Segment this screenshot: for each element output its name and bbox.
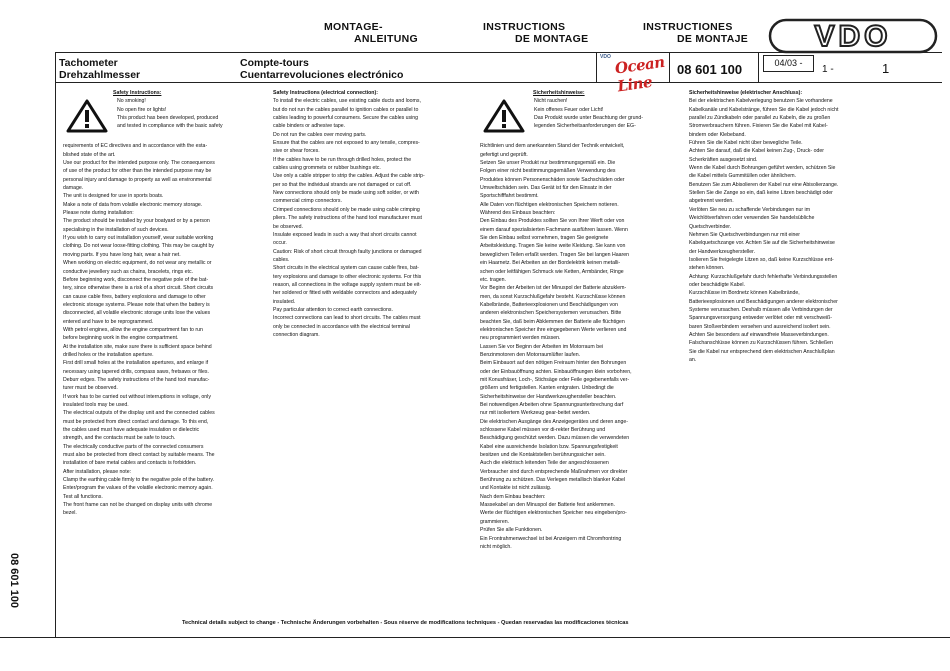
text-line: Auch die elektrisch leitenden Teile der angeschlossenen [480, 460, 609, 467]
text-line: New connections should only be made using soft solder, or with [273, 190, 419, 197]
text-line: sive or shear forces. [273, 148, 320, 155]
text-line: clothing. Do not wear loose-fitting clothing. This may be caught by [63, 243, 214, 250]
text-line: und Kontakte ist nicht zulässig. [480, 485, 552, 492]
text-line: grammieren. [480, 518, 510, 525]
part-number: 08 601 100 [677, 62, 743, 77]
text-line: necessary using tapered drills, compass saws, fretsaws or files. [63, 368, 209, 375]
text-line: anderen elektronischen Speichersystemen verursachen. Bitte [480, 310, 622, 317]
text-line: Do not run the cables over moving parts. [273, 131, 367, 138]
col2-title: Safety Instructions (electrical connection): [273, 90, 378, 96]
text-line: Kabelbrände, Batterieexplosionen und Beschädigungen von [480, 301, 618, 308]
header-instrucciones-2: DE MONTAJE [677, 33, 749, 45]
text-line: can cause cable fires, battery explosions and damage to other [63, 293, 206, 300]
text-line: Nicht rauchen! [534, 98, 568, 105]
col3-body [480, 142, 684, 551]
text-line: Arbeitskleidung. Tragen Sie keine weite Kleidung. Sie kann von [480, 243, 626, 250]
text-line: einem darauf spezialisierten Fachmann ausführen lassen. Wenn [480, 226, 628, 233]
text-line: parallel zu Zündkabeln oder parallel zu Kabeln, die zu großen [689, 115, 831, 122]
text-line: mit Konusfräser, Loch-, Stichsäge oder Feile gegebenenfalls ver- [480, 376, 630, 383]
text-line: but do not run the cables parallel to ignition cables or parallel to [273, 106, 419, 113]
footer-disclaimer: Technical details subject to change - Technische Änderungen vorbehalten - Sous réserve de modifications techniques - Quedan reservadas las modificaciones técnicas [182, 620, 629, 626]
text-line: Wenn die Kabel durch Bohrungen geführt werden, schützen Sie [689, 165, 836, 172]
text-line: Quetschverbinder. [689, 223, 732, 230]
text-line: cables. [273, 256, 290, 263]
header-rule-top [55, 52, 942, 53]
col1-warn-lines [117, 97, 267, 130]
text-line: nur mit isoliertem Werkzeug gear-beitet werden. [480, 410, 591, 417]
text-line: Berührung zu schützen. Das Verlegen metallisch blanker Kabel [480, 477, 626, 484]
product-name-fr: Compte-tours [240, 57, 309, 69]
text-line: Produktes können Personenschäden sowie Sachschäden oder [480, 176, 625, 183]
text-line: Lassen Sie vor Beginn der Arbeiten im Motorraum bei [480, 343, 604, 350]
text-line: After installation, please note: [63, 468, 132, 475]
side-part-number: 08 601 100 [8, 553, 20, 609]
text-line: Test all functions. [63, 493, 103, 500]
text-line: Kabelkanäle und Kabelstränge, führen Sie die Kabel jedoch nicht [689, 106, 839, 113]
text-line: Sicherheitshinweise der Handwerkzeughersteller beachten. [480, 393, 617, 400]
text-line: bindern oder Klebeband. [689, 131, 746, 138]
brand-divider [596, 52, 597, 82]
text-line: legenden Sicherheitsanforderungen der EG- [534, 123, 636, 130]
text-line: the cables used must have adequate insulation or dielectric [63, 427, 200, 434]
text-line: must be protected from direct contact and damage. To this end, [63, 418, 209, 425]
text-line: The electrical outputs of the display unit and the connected cables [63, 410, 215, 417]
text-line: Sie die Kabel nur entsprechend dem elektrischen Anschlußplan [689, 348, 835, 355]
text-line: Pay particular attention to correct earth connections. [273, 306, 393, 313]
text-line: The front frame can not be changed on display units with chrome [63, 502, 213, 509]
text-line: gefertigt und geprüft. [480, 151, 528, 158]
text-line: Isolieren Sie freigelegte Litzen so, daß keine Kurzschlüsse ent- [689, 256, 834, 263]
text-line: größern und fertigstellen. Kanten entgraten. Unbedingt die [480, 385, 614, 392]
text-line: The electrically conductive parts of the connected consumers [63, 443, 204, 450]
warning-triangle-icon [483, 99, 525, 133]
vdo-logo [768, 17, 938, 55]
text-line: Nach dem Einbau beachten: [480, 493, 546, 500]
text-line: Bei notwendigen Arbeiten ohne Spannungsunterbrechung darf [480, 402, 624, 408]
text-line: Ein Frontrahmenwechsel ist bei Anzeigern mit Chromfrontring [480, 535, 622, 542]
text-line: Achtung: Kurzschlußgefahr durch fehlerhafte Verbindungsstellen [689, 273, 838, 280]
text-line: Werte der flüchtigen elektronischen Speicher neu eingeben/pro- [480, 510, 627, 517]
text-line: beachten Sie, daß beim Abklemmen der Batterie alle flüchtigen [480, 318, 625, 325]
text-line: neu programmiert werden müssen. [480, 335, 561, 342]
text-line: Vor Beginn der Arbeiten ist der Minuspol der Batterie abzuklem- [480, 285, 627, 292]
text-line: Crimped connections should only be made using cable crimping [273, 206, 420, 213]
text-line: schen oder leitfähigen Schmuck wie Ketten, Armbänder, Ringe [480, 268, 624, 275]
text-line: cable binders or adhesive tape. [273, 123, 346, 130]
text-line: Den Einbau des Produktes sollten Sie von Ihrer Werft oder von [480, 218, 625, 225]
text-line: tery, since otherwise there is a risk of a short circuit. Short circuits [63, 285, 214, 292]
text-line: The product should be installed by your boatyard or by a person [63, 218, 210, 225]
text-line: Das Produkt wurde unter Beachtung der grund- [534, 115, 644, 122]
text-line: If work has to be carried out without interruptions in voltage, only [63, 393, 211, 400]
text-line: cables using grommets or rubber bushings etc. [273, 165, 381, 172]
text-line: specialising in the installation of such devices. [63, 226, 169, 233]
text-line: If you wish to carry out installation yourself, wear suitable working [63, 235, 214, 242]
col1-title: Safety Instructions: [113, 90, 162, 96]
text-line: The unit is designed for use in sports boats. [63, 193, 164, 200]
text-line: schlossene Kabel müssen vor di-rekter Berührung und [480, 427, 606, 434]
warning-triangle-icon [66, 99, 108, 133]
text-line: etc. tragen. [480, 276, 506, 283]
text-line: Benutzen Sie zum Abisolieren der Kabel nur eine Abisolierzange. [689, 181, 839, 188]
header-instructions-1: INSTRUCTIONS [483, 21, 566, 33]
text-line: before beginning work in the engine compartment. [63, 335, 179, 342]
text-line: installation of bare metal cables and contacts is forbidden. [63, 460, 197, 467]
col4-title: Sicherheitshinweise (elektrischer Anschluss): [689, 90, 803, 96]
text-line: entered and have to be reprogrammed. [63, 318, 154, 325]
text-line: Die elektrischen Ausgänge des Anzeigegerätes und deren ange- [480, 418, 628, 425]
text-line: Incorrect connections can lead to short circuits. The cables must [273, 315, 421, 322]
col1-body [63, 142, 267, 517]
text-line: disconnected, all volatile electronic storage units lose the values [63, 310, 211, 317]
text-line: Benzinmotoren den Motorraumlüfter laufen. [480, 351, 581, 358]
text-line: per so that the individual strands are not damaged or cut off. [273, 181, 412, 188]
text-line: tery explosions and damage to other electronic systems. For this [273, 273, 422, 280]
text-line: der Handwerkzeughersteller. [689, 248, 756, 255]
text-line: Bei der elektrischen Kabelverlegung benutzen Sie vorhandene [689, 98, 833, 105]
text-line: of use of the product for other than the intended purpose may be [63, 168, 212, 175]
col3-title: Sicherheitshinweise: [533, 90, 585, 96]
col3-warn-lines [534, 97, 684, 130]
text-line: personal injury and damage to property as well as environmental [63, 176, 212, 183]
text-line: Kurzschlüsse im Bordnetz können Kabelbrände, [689, 290, 800, 297]
text-line: besitzen und die Kontaktstellen berührungssicher sein. [480, 452, 606, 459]
text-line: insulated. [273, 298, 296, 305]
text-line: nicht möglich. [480, 543, 512, 550]
text-line: Während des Einbaus beachten: [480, 210, 556, 217]
text-line: Achten Sie darauf, daß die Kabel keinen Zug-, Druck- oder [689, 148, 824, 155]
text-line: First drill small holes at the installation apertures, and enlarge if [63, 360, 209, 367]
header-montage-2: ANLEITUNG [354, 33, 418, 45]
text-line: Kein offenes Feuer oder Licht! [534, 106, 604, 113]
column-en-safety [63, 89, 267, 518]
text-line: Richtlinien und dem anerkannten Stand der Technik entwickelt, [480, 143, 625, 150]
text-line: occur. [273, 240, 287, 247]
text-line: connection diagram. [273, 331, 320, 338]
text-line: Caution: Risk of short circuit through faulty junctions or damaged [273, 248, 422, 255]
header-instrucciones-1: INSTRUCTIONES [643, 21, 733, 33]
text-line: Clamp the earthing cable firmly to the negative pole of the battery. [63, 477, 215, 484]
text-line: Ensure that the cables are not exposed to any tensile, compres- [273, 140, 420, 147]
date-box: 04/03 - [763, 55, 814, 72]
text-line: pliers. The safety instructions of the hand tool manufacturer must [273, 215, 422, 222]
text-line: Sportschifffahrt bestimmt. [480, 193, 539, 200]
text-line: Sie den Einbau selbst vornehmen, tragen Sie geeignete [480, 235, 609, 242]
text-line: No smoking! [117, 98, 146, 105]
text-line: ein Haarnetz. Bei Arbeiten an der Bordelektrik keinen metalli- [480, 260, 621, 267]
product-name-de: Drehzahlmesser [59, 69, 141, 81]
text-line: Deburr edges. The safety instructions of the hand tool manufac- [63, 376, 210, 383]
text-line: requirements of EC directives and in accordance with the esta- [63, 143, 208, 150]
text-line: only be connected in accordance with the electrical terminal [273, 323, 410, 330]
text-line: Weichlötverfahren oder verwenden Sie handelsübliche [689, 215, 815, 222]
column-de-electrical [689, 89, 893, 364]
text-line: Make a note of data from volatile electronic memory storage. [63, 201, 203, 208]
column-de-safety [480, 89, 684, 551]
text-line: Short circuits in the electrical system can cause cable fires, bat- [273, 265, 419, 272]
text-line: Use our product for the intended purpose only. The consequences [63, 160, 215, 167]
text-line: At the installation site, make sure there is sufficient space behind [63, 343, 212, 350]
text-line: Scherkräften ausgesetzt sind. [689, 156, 758, 163]
text-line: turer must be observed. [63, 385, 118, 392]
text-line: Insulate exposed leads in such a way that short circuits cannot [273, 231, 417, 238]
text-line: Use only a cable stripper to strip the cables. Adjust the cable strip- [273, 173, 425, 180]
text-line: Stellen Sie die Zange so ein, daß keine Litzen beschädigt oder [689, 190, 833, 197]
text-line: Enter/program the values of the volatile electronic memory again. [63, 485, 213, 492]
text-line: Setzen Sie unser Produkt nur bestimmungsgemäß ein. Die [480, 160, 616, 167]
header-rule-bottom [55, 82, 942, 83]
text-line: Please note during installation: [63, 210, 134, 217]
column-en-electrical [273, 89, 477, 339]
header-montage-1: MONTAGE- [324, 21, 383, 33]
text-line: Nehmen Sie Quetschverbindungen nur mit einer [689, 231, 801, 238]
ocean-line-brand [598, 52, 668, 96]
text-line: No open fire or lights! [117, 106, 167, 113]
text-line: strength, and the contacts must be safe to touch. [63, 435, 176, 442]
text-line: bezel. [63, 510, 77, 517]
text-line: Before beginning work, disconnect the negative pole of the bat- [63, 276, 209, 283]
text-line: If the cables have to be run through drilled holes, protect the [273, 156, 412, 163]
text-line: This product has been developed, produced [117, 115, 219, 122]
text-line: Stromverbrauchern führen. Fixieren Sie die Kabel mit Kabel- [689, 123, 828, 130]
text-line: baren Stoßverbindern versehen und ausreichend isoliert sein. [689, 323, 831, 330]
text-line: Folgen einer nicht bestimmungsgemäßen Verwendung des [480, 168, 616, 175]
text-line: Beschädigung geschützt werden. Dazu müssen die verwendeten [480, 435, 630, 442]
text-line: Umweltschäden sein. Das Gerät ist für den Einsatz in der [480, 185, 612, 192]
text-line: elektronischen Speicher ihre eingegebenen Werte verlieren und [480, 326, 627, 333]
text-line: blished state of the art. [63, 151, 116, 158]
page-number: 1 [882, 61, 890, 76]
text-line: Alle Daten von flüchtigen elektronischen Speichern notieren. [480, 201, 619, 208]
text-line: die Kabel mittels Gummitüllen oder ähnlichem. [689, 173, 796, 180]
text-line: abgetrennt werden. [689, 198, 734, 205]
text-line: Verbraucher sind durch entsprechende Maßnahmen vor direkter [480, 468, 628, 475]
text-line: Massekabel an den Minuspol der Batterie fest anklemmen. [480, 502, 615, 509]
partno-divider-left [669, 52, 670, 82]
text-line: reason, all connections in the voltage supply system must be eit- [273, 281, 422, 288]
text-line: Kabel eine ausreichende Isolation bzw. Spannungsfestigkeit [480, 443, 618, 450]
text-line: oder beschädigte Kabel. [689, 281, 745, 288]
product-name-es: Cuentarrevoluciones electrónico [240, 69, 404, 81]
text-line: electronic storage systems. Please note that when the battery is [63, 301, 210, 308]
partno-divider-right [758, 52, 759, 82]
text-line: commercial crimp connectors. [273, 198, 342, 205]
text-line: Verlöten Sie neu zu schaffende Verbindungen nur im [689, 206, 811, 213]
header-instructions-2: DE MONTAGE [515, 33, 589, 45]
left-border [55, 52, 56, 637]
text-line: conductive jewellery such as chains, bracelets, rings etc. [63, 268, 194, 275]
text-line: stehen können. [689, 265, 725, 272]
text-line: an. [689, 357, 697, 363]
text-line: Spannungsversorgung entweder verlötet oder mit verschweiß- [689, 315, 833, 322]
text-line: men, da sonst Kurzschlußgefahr besteht. Kurzschlüsse können [480, 293, 626, 300]
text-line: Kabelquetschzange vor. Achten Sie auf die Sicherheitshinweise [689, 240, 835, 247]
vdo-logo-text: VDO [814, 20, 892, 53]
col2-body [273, 97, 477, 339]
text-line: insulated tools may be used. [63, 402, 129, 408]
page-of: 1 - [822, 64, 834, 75]
text-line: be observed. [273, 223, 303, 230]
text-line: Falschanschlüsse können zu Kurzschlüssen führen. Schließen [689, 340, 833, 347]
text-line: beweglichen Teilen erfaßt werden. Tragen Sie bei langen Haaren [480, 251, 629, 258]
text-line: oder der Einbauöffnung achten. Einbauöffnungen klein vorbohren, [480, 368, 632, 375]
text-line: Batterieexplosionen und Beschädigungen anderer elektronischer [689, 298, 838, 305]
text-line: cables leading to powerful consumers. Secure the cables using [273, 115, 419, 122]
text-line: damage. [63, 185, 84, 192]
text-line: Prüfen Sie alle Funktionen. [480, 527, 543, 534]
text-line: her soldered or fitted with weldable connectors and adequately [273, 290, 417, 297]
text-line: must also be protected from direct contact by suitable means. The [63, 452, 215, 459]
text-line: Führen Sie die Kabel nicht über bewegliche Teile. [689, 140, 803, 147]
text-line: drilled holes or the installation aperture. [63, 351, 154, 358]
text-line: With petrol engines, allow the engine compartment fan to run [63, 326, 203, 333]
ocean-line-vdo: VDO [600, 54, 611, 60]
text-line: Systeme verursachen. Deshalb müssen alle Verbindungen der [689, 306, 833, 313]
text-line: When working on electric equipment, do not wear any metallic or [63, 260, 212, 267]
text-line: Achten Sie besonders auf einwandfreie Masseverbindungen. [689, 331, 829, 338]
text-line: Beim Einbauort auf den nötigen Freiraum hinter den Bohrungen [480, 360, 627, 367]
ocean-line-script: Ocean Line [613, 52, 666, 96]
text-line: and tested in compliance with the basic safety [117, 123, 223, 130]
bottom-rule [0, 637, 950, 638]
col4-body [689, 97, 893, 364]
text-line: To install the electric cables, use existing cable ducts and looms, [273, 98, 421, 105]
text-line: moving parts. If you have long hair, wear a hair net. [63, 251, 181, 258]
product-name-en: Tachometer [59, 57, 118, 69]
